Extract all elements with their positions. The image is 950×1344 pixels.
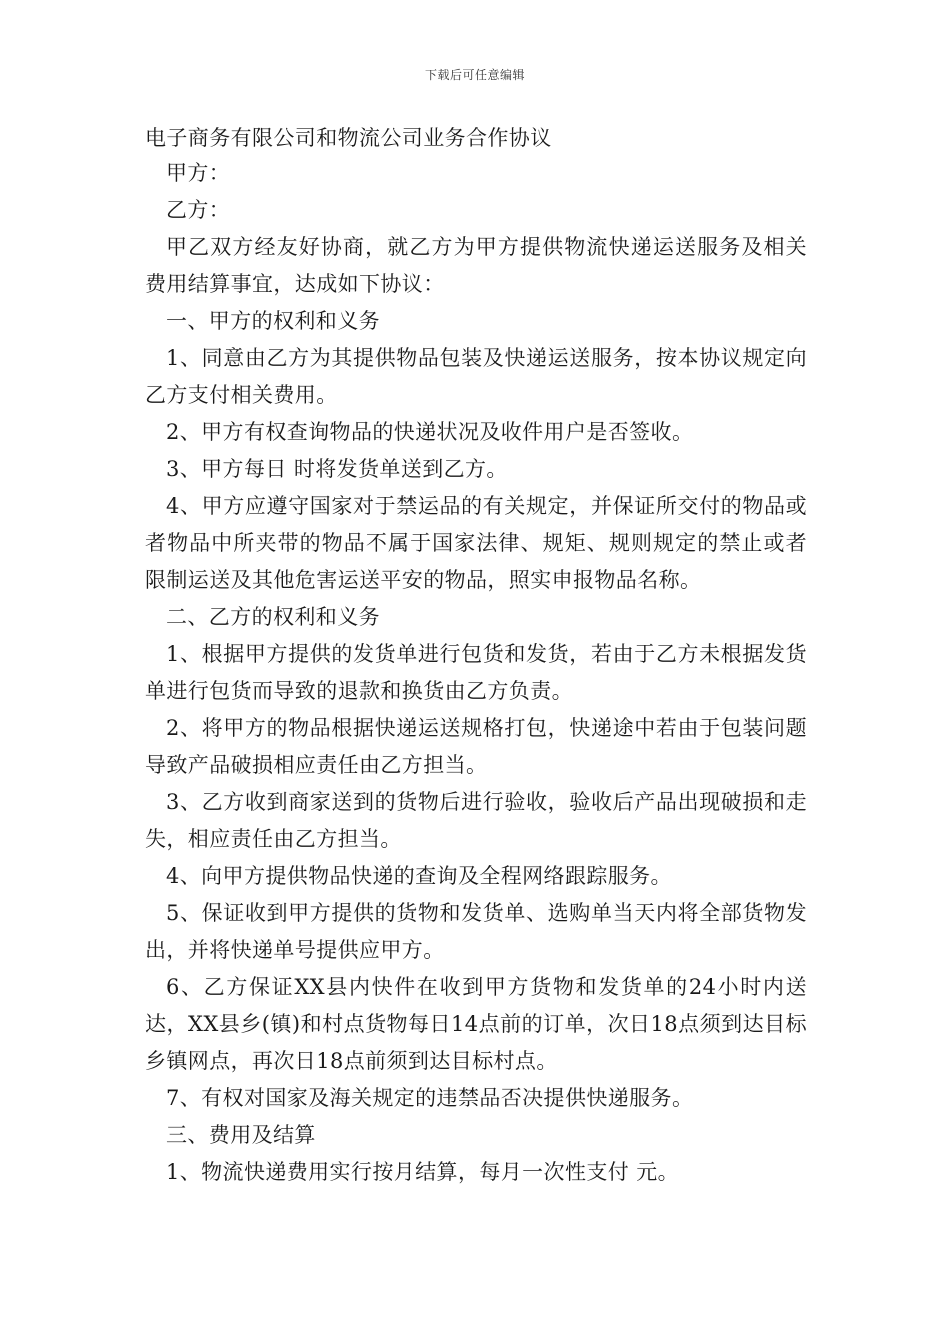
party-b-line: 乙方： xyxy=(166,198,231,222)
section-heading-3: 三、费用及结算 xyxy=(166,1123,316,1147)
section-heading-1: 一、甲方的权利和义务 xyxy=(166,309,380,333)
clause-2-3: 3、乙方收到商家送到的货物后进行验收，验收后产品出现破损和走失，相应责任由乙方担当。 xyxy=(145,790,807,851)
party-a-line: 甲方： xyxy=(166,161,231,185)
document-title: 电子商务有限公司和物流公司业务合作协议 xyxy=(145,126,552,150)
clause-1-2: 2、甲方有权查询物品的快递状况及收件用户是否签收。 xyxy=(166,420,694,444)
header-note: 下载后可任意编辑 xyxy=(424,68,525,82)
clause-1-4: 4、甲方应遵守国家对于禁运品的有关规定，并保证所交付的物品或者物品中所夹带的物品不属于国家法律、规矩、规则规定的禁止或者限制运送及其他危害运送平安的物品，照实申报物品名称。 xyxy=(145,494,807,592)
clause-2-6: 6、乙方保证XX县内快件在收到甲方货物和发货单的24小时内送达，XX县乡(镇)和村点货物每日14点前的订单，次日18点须到达目标乡镇网点，再次日18点前须到达目标村点。 xyxy=(145,975,807,1073)
clause-3-1: 1、物流快递费用实行按月结算，每月一次性支付 元。 xyxy=(166,1160,680,1184)
clause-1-3: 3、甲方每日 时将发货单送到乙方。 xyxy=(166,457,508,481)
clause-2-2: 2、将甲方的物品根据快递运送规格打包，快递途中若由于包装问题导致产品破损相应责任由乙方担当。 xyxy=(145,716,807,777)
clause-2-7: 7、有权对国家及海关规定的违禁品否决提供快递服务。 xyxy=(166,1086,694,1110)
document-body xyxy=(145,120,807,1191)
clause-1-1: 1、同意由乙方为其提供物品包装及快递运送服务，按本协议规定向乙方支付相关费用。 xyxy=(145,346,807,407)
clause-2-1: 1、根据甲方提供的发货单进行包货和发货，若由于乙方未根据发货单进行包货而导致的退款和换货由乙方负责。 xyxy=(145,642,807,703)
clause-2-4: 4、向甲方提供物品快递的查询及全程网络跟踪服务。 xyxy=(166,864,672,888)
section-heading-2: 二、乙方的权利和义务 xyxy=(166,605,380,629)
clause-2-5: 5、保证收到甲方提供的货物和发货单、选购单当天内将全部货物发出，并将快递单号提供应甲方。 xyxy=(145,901,807,962)
intro-paragraph: 甲乙双方经友好协商，就乙方为甲方提供物流快递运送服务及相关费用结算事宜，达成如下协议： xyxy=(145,235,807,296)
